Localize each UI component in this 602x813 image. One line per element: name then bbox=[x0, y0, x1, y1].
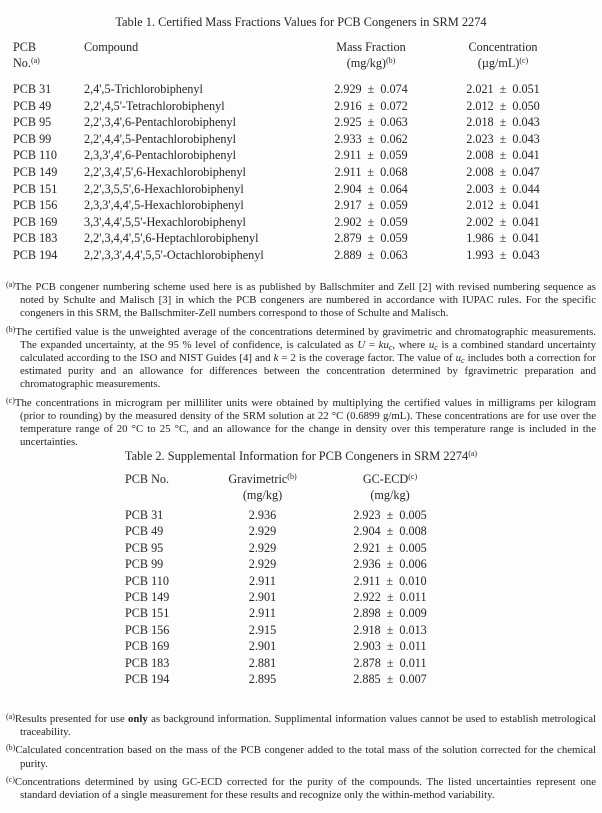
plus-minus-sign: ± bbox=[367, 247, 375, 262]
table1-header-compound: Compound bbox=[84, 40, 139, 54]
footnote-marker-b: (b) bbox=[6, 324, 16, 334]
concentration-cell: 1.993 ± 0.043 bbox=[466, 247, 540, 262]
plus-minus-sign: ± bbox=[367, 214, 375, 229]
pcb-no-cell: PCB 31 bbox=[13, 82, 52, 96]
table1-row bbox=[13, 147, 563, 164]
pcb-no-cell: PCB 49 bbox=[125, 524, 164, 539]
table2-title: Table 2. Supplemental Information for PCB Congeners in SRM 2274$^{(a)}$ bbox=[124, 449, 478, 463]
pcb-no-cell: PCB 169 bbox=[125, 639, 170, 654]
mass-fraction-cell: 2.879 ± 0.059 bbox=[334, 231, 408, 246]
footnote-marker-c: (c) bbox=[519, 55, 529, 65]
pcb-no-cell: PCB 151 bbox=[13, 181, 58, 196]
gravimetric-cell: 2.936 bbox=[248, 508, 277, 522]
concentration-cell: 2.003 ± 0.044 bbox=[466, 181, 540, 196]
table1-footnotes bbox=[6, 281, 596, 454]
table2-row bbox=[125, 638, 475, 654]
pcb-no-cell: PCB 110 bbox=[125, 573, 169, 588]
gravimetric-cell: 2.911 bbox=[249, 606, 276, 621]
plus-minus-sign: ± bbox=[386, 672, 394, 687]
compound-cell: 2,4',5-Trichlorobiphenyl bbox=[84, 82, 203, 96]
pcb-no-cell: PCB 194 bbox=[125, 672, 170, 687]
compound-cell: 2,2',3,4',6-Pentachlorobiphenyl bbox=[84, 115, 236, 130]
gc-ecd-cell: 2.903 ± 0.011 bbox=[353, 639, 427, 654]
table1-certified-mass-fractions bbox=[13, 40, 563, 264]
plus-minus-sign: ± bbox=[499, 148, 507, 163]
table2-header-row bbox=[125, 471, 475, 507]
table1-row bbox=[13, 164, 563, 181]
gc-ecd-cell: 2.921 ± 0.005 bbox=[353, 540, 427, 555]
gc-ecd-cell: 2.918 ± 0.013 bbox=[353, 622, 427, 637]
pcb-no-cell: PCB 156 bbox=[125, 622, 170, 637]
pcb-no-cell: PCB 99 bbox=[13, 131, 52, 146]
table2-header-pcb-no: PCB No. bbox=[125, 472, 170, 486]
plus-minus-sign: ± bbox=[386, 540, 394, 555]
plus-minus-sign: ± bbox=[499, 198, 507, 213]
mass-fraction-cell: 2.925 ± 0.063 bbox=[334, 115, 408, 130]
table1-header-mass-fraction: Mass Fraction $(mg/kg)^{(b)}$ bbox=[336, 40, 406, 70]
pcb-no-cell: PCB 183 bbox=[125, 655, 170, 670]
plus-minus-sign: ± bbox=[367, 148, 375, 163]
footnote-b: $^{(b)}$Calculated concentration based on the mass of the PCB congener added to the total mass of the solution corrected for the chemical purity. bbox=[6, 743, 596, 770]
mass-fraction-cell: 2.911 ± 0.068 bbox=[334, 164, 408, 179]
pcb-no-cell: PCB 99 bbox=[125, 557, 164, 572]
concentration-cell: 2.008 ± 0.047 bbox=[466, 164, 540, 179]
table1-row bbox=[13, 197, 563, 214]
compound-cell: 2,3,3',4,4',5-Hexachlorobiphenyl bbox=[84, 198, 244, 213]
gravimetric-cell: 2.895 bbox=[248, 672, 277, 687]
footnote-marker-b: (b) bbox=[287, 472, 297, 481]
table2-row bbox=[125, 589, 475, 605]
plus-minus-sign: ± bbox=[367, 82, 375, 96]
plus-minus-sign: ± bbox=[499, 115, 507, 130]
compound-cell: 2,2',3,3',4,4',5,5'-Octachlorobiphenyl bbox=[84, 247, 264, 262]
table2-row bbox=[125, 540, 475, 556]
table2-row bbox=[125, 556, 475, 572]
pcb-no-cell: PCB 149 bbox=[125, 590, 170, 605]
pcb-no-cell: PCB 169 bbox=[13, 214, 58, 229]
footnote-a: $^{(a)}$Results presented for use only as background information. Supplimental information values cannot be used to establish metrological traceability. bbox=[6, 712, 597, 739]
pcb-no-cell: PCB 49 bbox=[13, 98, 52, 113]
plus-minus-sign: ± bbox=[499, 82, 507, 96]
compound-cell: 2,2',3,4',5',6-Hexachlorobiphenyl bbox=[84, 164, 246, 179]
table1-header-concentration: Concentration $(\mu g/mL)^{(c)}$ bbox=[468, 40, 538, 70]
gravimetric-cell: 2.911 bbox=[249, 573, 276, 588]
mass-fraction-cell: 2.889 ± 0.063 bbox=[334, 247, 408, 262]
plus-minus-sign: ± bbox=[367, 131, 375, 146]
plus-minus-sign: ± bbox=[367, 198, 375, 213]
gravimetric-cell: 2.915 bbox=[248, 622, 277, 637]
footnote-c: $^{(c)}$The concentrations in microgram per milliliter units were obtained by multiplying the certified values in milligrams per kilogram (prior to rounding) by the measured density of the SRM solution at 22 °C (0.6899 g/mL). These concentrations are for use over the temperature range of 20 °C to 25 °C, and an allowance for the change in density over this temperature range is included in the uncertainties. bbox=[6, 395, 596, 449]
gc-ecd-cell: 2.936 ± 0.006 bbox=[353, 557, 427, 572]
footnote-marker-a: (a) bbox=[468, 449, 478, 458]
pcb-no-cell: PCB 183 bbox=[13, 231, 58, 246]
plus-minus-sign: ± bbox=[386, 573, 394, 588]
compound-cell: 2,2',4,5'-Tetrachlorobiphenyl bbox=[84, 98, 225, 113]
gravimetric-cell: 2.929 bbox=[248, 540, 277, 555]
plus-minus-sign: ± bbox=[499, 231, 507, 246]
table2-supplemental-information bbox=[125, 471, 475, 687]
table1-row bbox=[13, 214, 563, 231]
pcb-no-cell: PCB 194 bbox=[13, 247, 58, 262]
table2-row bbox=[125, 655, 475, 671]
gc-ecd-cell: 2.885 ± 0.007 bbox=[353, 672, 427, 687]
concentration-cell: 2.012 ± 0.041 bbox=[466, 198, 540, 213]
plus-minus-sign: ± bbox=[386, 557, 394, 572]
table1-row bbox=[13, 81, 563, 98]
plus-minus-sign: ± bbox=[386, 655, 394, 670]
plus-minus-sign: ± bbox=[499, 98, 507, 113]
mass-fraction-cell: 2.916 ± 0.072 bbox=[334, 98, 408, 113]
plus-minus-sign: ± bbox=[367, 98, 375, 113]
plus-minus-sign: ± bbox=[367, 181, 375, 196]
footnote-marker-a: (a) bbox=[6, 280, 15, 289]
plus-minus-sign: ± bbox=[386, 524, 394, 539]
plus-minus-sign: ± bbox=[499, 181, 507, 196]
gravimetric-cell: 2.901 bbox=[248, 639, 277, 654]
footnote-marker-c: (c) bbox=[6, 774, 15, 784]
plus-minus-sign: ± bbox=[367, 164, 375, 179]
gc-ecd-cell: 2.923 ± 0.005 bbox=[353, 508, 427, 522]
plus-minus-sign: ± bbox=[499, 214, 507, 229]
plus-minus-sign: ± bbox=[386, 590, 394, 605]
plus-minus-sign: ± bbox=[499, 131, 507, 146]
concentration-cell: 2.021 ± 0.051 bbox=[466, 82, 540, 96]
table1-row bbox=[13, 98, 563, 115]
footnote-marker-a: (a) bbox=[6, 712, 15, 721]
gc-ecd-cell: 2.878 ± 0.011 bbox=[353, 655, 427, 670]
footnote-a: $^{(a)}$The PCB congener numbering scheme used here is as published by Ballschmiter and Zell [2] with revised numbering sequence as noted by Schulte and Malisch [3] in which the PCB congeners are numbered in accordance with IUPAC rules. For the specific congeners in this SRM, the Ballschmiter-Zell numbers correspond to those of Schulte and Malisch. bbox=[6, 280, 596, 320]
pcb-no-cell: PCB 149 bbox=[13, 164, 58, 179]
mass-fraction-cell: 2.904 ± 0.064 bbox=[334, 181, 408, 196]
gc-ecd-cell: 2.922 ± 0.011 bbox=[353, 590, 427, 605]
plus-minus-sign: ± bbox=[499, 164, 507, 179]
plus-minus-sign: ± bbox=[367, 115, 375, 130]
gravimetric-cell: 2.929 bbox=[248, 524, 277, 539]
pcb-no-cell: PCB 95 bbox=[125, 540, 164, 555]
concentration-cell: 2.023 ± 0.043 bbox=[466, 131, 540, 146]
pcb-no-cell: PCB 95 bbox=[13, 115, 52, 130]
footnote-marker-a: (a) bbox=[30, 55, 40, 65]
table2-header-gc-ecd: GC-ECD$^{(c)}$ (mg/kg) bbox=[362, 472, 418, 502]
table2-row bbox=[125, 671, 475, 687]
table2-footnotes bbox=[6, 713, 596, 807]
footnote-marker-c: (c) bbox=[6, 395, 15, 405]
concentration-cell: 2.002 ± 0.041 bbox=[466, 214, 540, 229]
plus-minus-sign: ± bbox=[499, 247, 507, 262]
table2-row bbox=[125, 622, 475, 638]
table1-row bbox=[13, 247, 563, 264]
mass-fraction-cell: 2.933 ± 0.062 bbox=[334, 131, 408, 146]
table1-title: Table 1. Certified Mass Fractions Values for PCB Congeners in SRM 2274 bbox=[115, 15, 487, 29]
table2-row bbox=[125, 573, 475, 589]
concentration-cell: 2.008 ± 0.041 bbox=[466, 148, 540, 163]
table1-header-pcb-no: PCB No.$^{(a)}$ bbox=[13, 40, 40, 70]
mass-fraction-cell: 2.902 ± 0.059 bbox=[334, 214, 408, 229]
gc-ecd-cell: 2.898 ± 0.009 bbox=[353, 606, 427, 621]
gravimetric-cell: 2.881 bbox=[248, 655, 277, 670]
gravimetric-cell: 2.901 bbox=[248, 590, 277, 605]
footnote-marker-c: (c) bbox=[408, 472, 418, 481]
gc-ecd-cell: 2.911 ± 0.010 bbox=[353, 573, 427, 588]
compound-cell: 2,2',4,4',5-Pentachlorobiphenyl bbox=[84, 131, 236, 146]
footnote-marker-b: (b) bbox=[385, 55, 396, 65]
compound-cell: 2,3,3',4',6-Pentachlorobiphenyl bbox=[84, 148, 236, 163]
table2-row bbox=[125, 523, 475, 539]
pcb-no-cell: PCB 156 bbox=[13, 198, 58, 213]
table1-row bbox=[13, 230, 563, 247]
mass-fraction-cell: 2.917 ± 0.059 bbox=[334, 198, 408, 213]
table1-header-row bbox=[13, 40, 563, 81]
table1-row bbox=[13, 114, 563, 131]
compound-cell: 2,2',3,5,5',6-Hexachlorobiphenyl bbox=[84, 181, 244, 196]
pcb-no-cell: PCB 110 bbox=[13, 148, 57, 163]
table1-row bbox=[13, 181, 563, 198]
gc-ecd-cell: 2.904 ± 0.008 bbox=[353, 524, 427, 539]
table2-row bbox=[125, 605, 475, 621]
plus-minus-sign: ± bbox=[386, 508, 394, 522]
compound-cell: 2,2',3,4,4',5',6-Heptachlorobiphenyl bbox=[84, 231, 259, 246]
footnote-b: $^{(b)}$The certified value is the unweighted average of the concentrations determined by gravimetric and chromatographic measurements. The expanded uncertainty, at the 95 % level of confidence, is calculated as $U = ku_c$, where $u_c$ is a combined standard uncertainty calculated according to the ISO and NIST Guides [4] and k = 2 is the coverage factor. The value of $u_c$ includes both a correction for estimated purity and an allowance for differences between the concentration determined by fgravimetric preparation and chromatographic measurements. bbox=[6, 324, 597, 391]
plus-minus-sign: ± bbox=[386, 639, 394, 654]
compound-cell: 3,3',4,4',5,5'-Hexachlorobiphenyl bbox=[84, 214, 246, 229]
plus-minus-sign: ± bbox=[386, 622, 394, 637]
concentration-cell: 2.012 ± 0.050 bbox=[466, 98, 540, 113]
plus-minus-sign: ± bbox=[367, 231, 375, 246]
footnote-marker-b: (b) bbox=[6, 743, 16, 753]
pcb-no-cell: PCB 31 bbox=[125, 508, 164, 522]
mass-fraction-cell: 2.911 ± 0.059 bbox=[334, 148, 408, 163]
table1-row bbox=[13, 131, 563, 148]
gravimetric-cell: 2.929 bbox=[248, 557, 277, 572]
plus-minus-sign: ± bbox=[386, 606, 394, 621]
concentration-cell: 2.018 ± 0.043 bbox=[466, 115, 540, 130]
mass-fraction-cell: 2.929 ± 0.074 bbox=[334, 82, 408, 96]
table2-header-gravimetric: Gravimetric$^{(b)}$ (mg/kg) bbox=[228, 472, 297, 502]
pcb-no-cell: PCB 151 bbox=[125, 606, 170, 621]
concentration-cell: 1.986 ± 0.041 bbox=[466, 231, 540, 246]
footnote-c: $^{(c)}$Concentrations determined by using GC-ECD corrected for the purity of the compounds. The listed uncertainties represent one standard deviation of a single measurement for these results and recognize only the within-method variability. bbox=[6, 774, 596, 802]
table2-row bbox=[125, 507, 475, 523]
